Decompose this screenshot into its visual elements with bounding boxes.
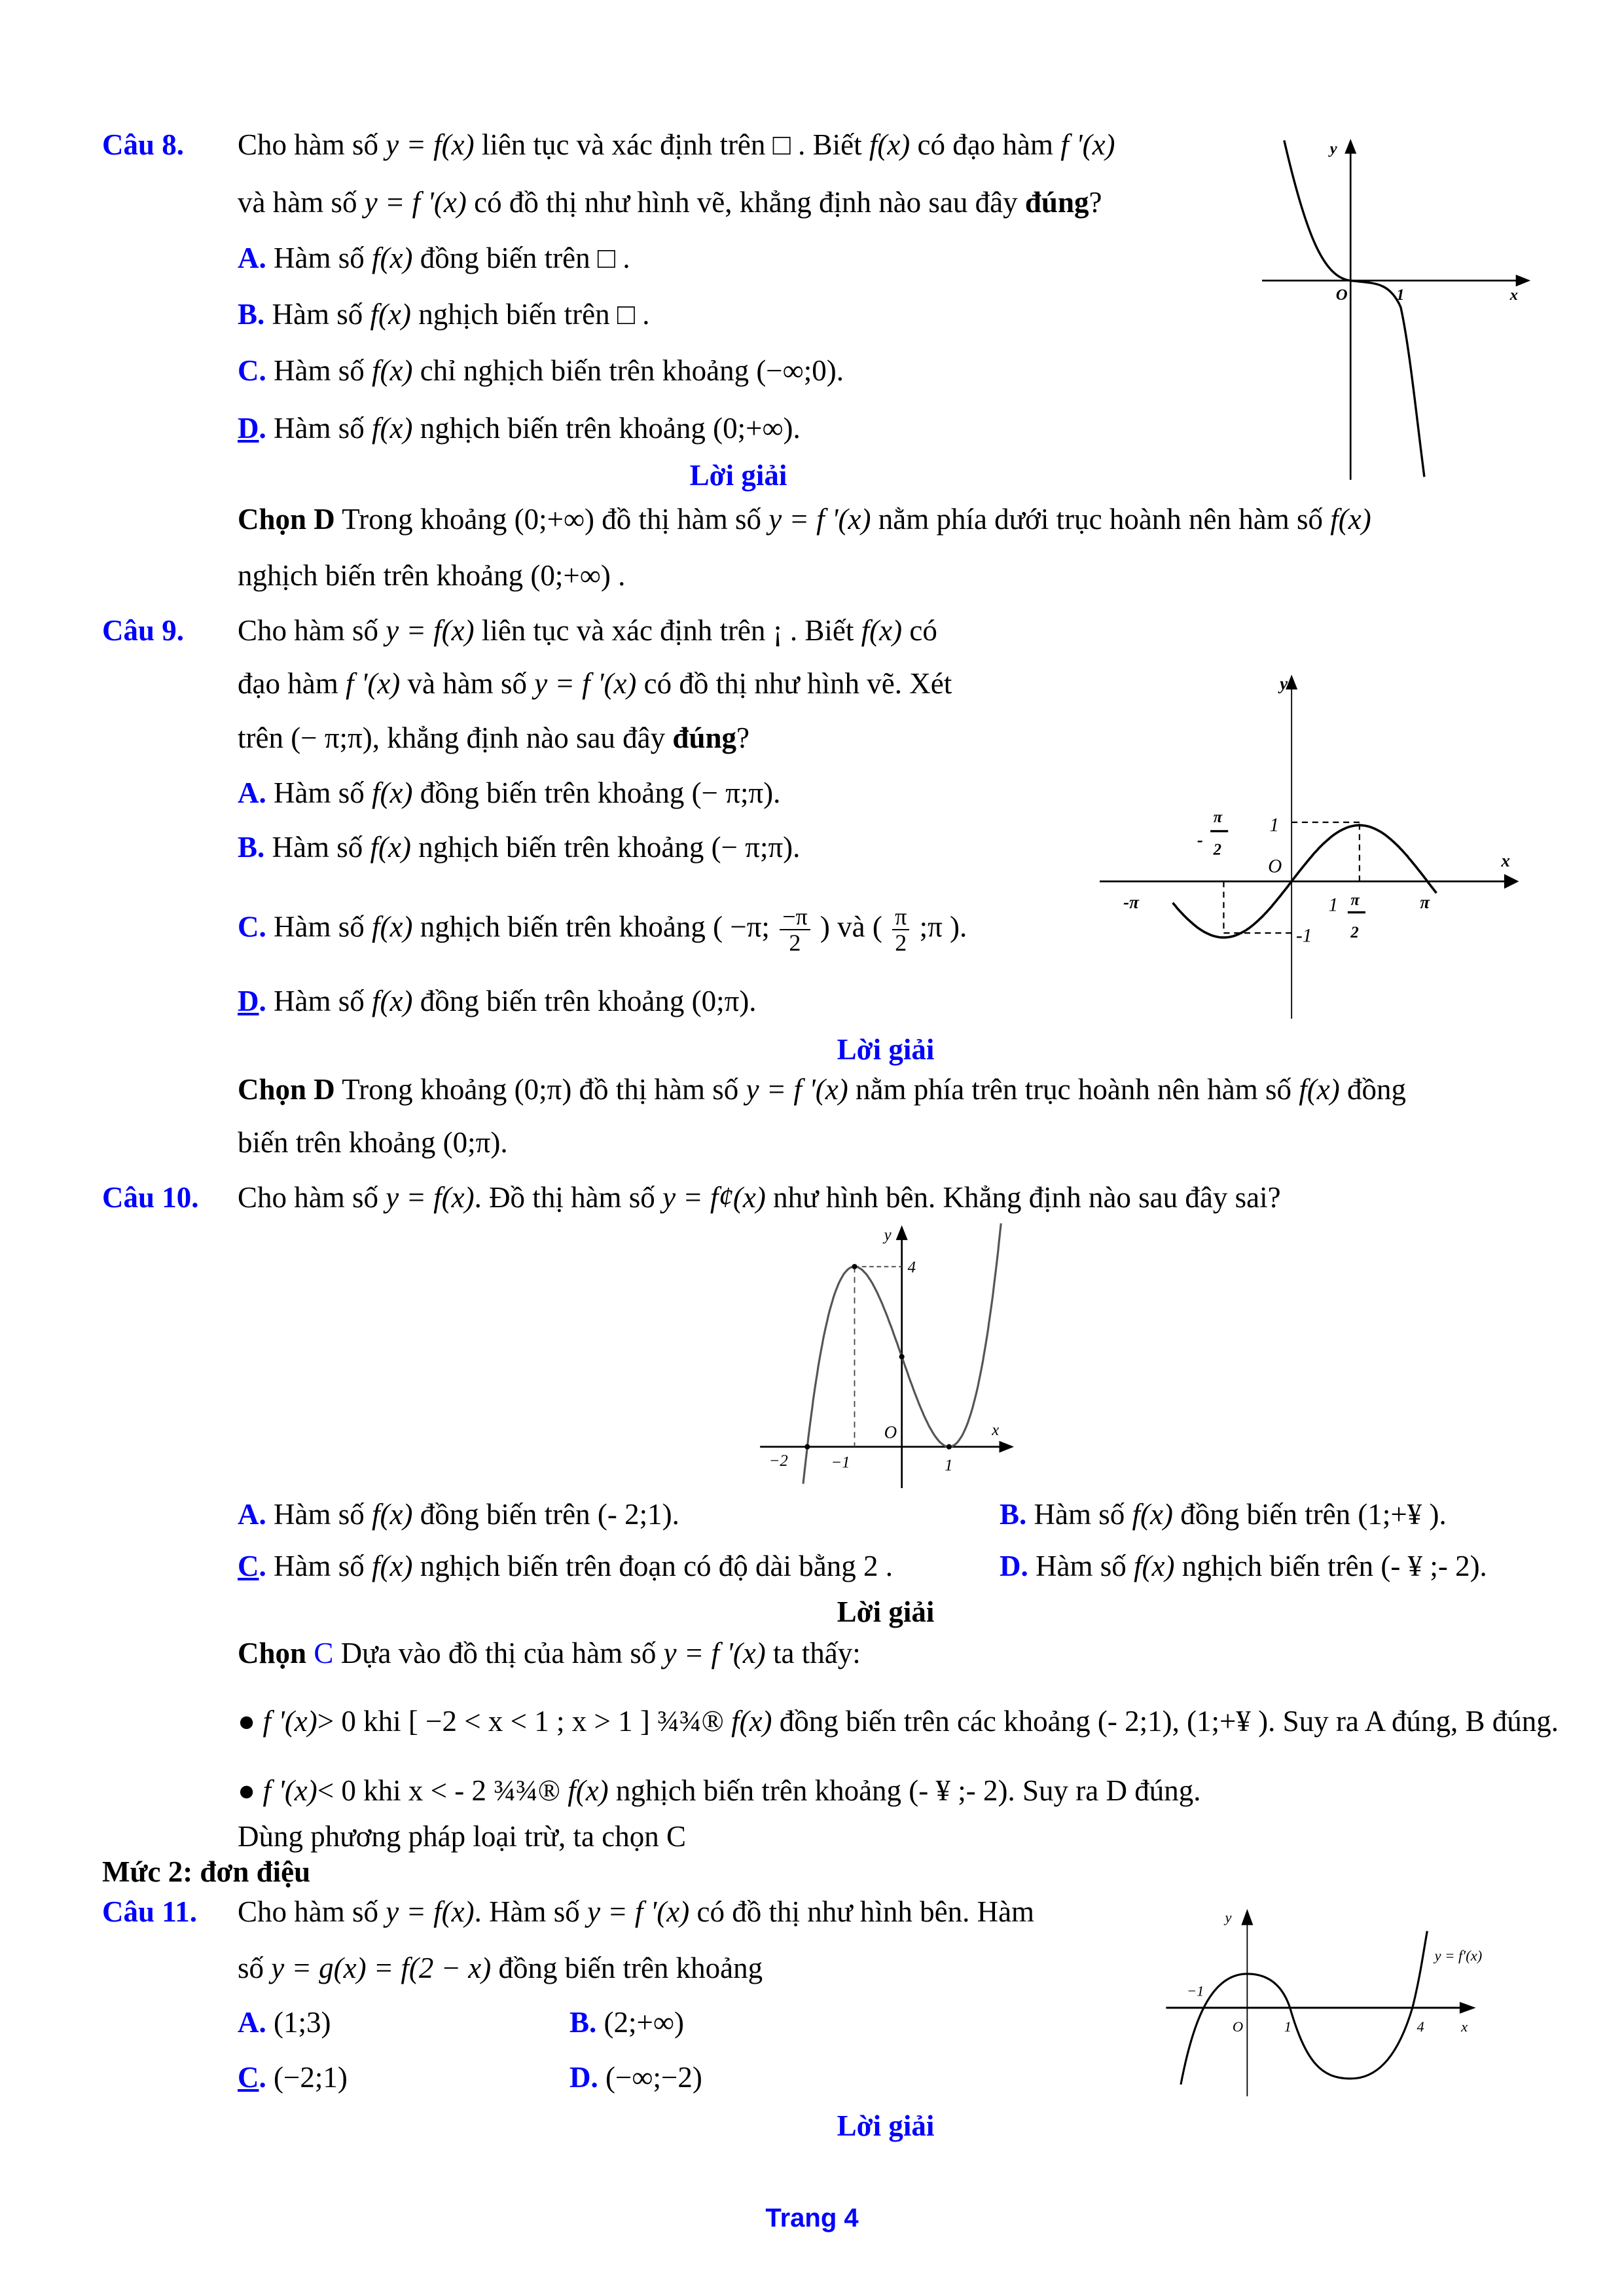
math-expression: f(x) xyxy=(1299,1073,1340,1106)
y-label: y xyxy=(1225,1909,1232,1926)
text-segment: Cho hàm số xyxy=(238,1181,386,1214)
option-text: nghịch biến trên khoảng ( −π; xyxy=(412,910,778,943)
question-11-option-d xyxy=(569,2058,702,2097)
point xyxy=(947,1444,952,1449)
text-segment: đồng xyxy=(1339,1073,1406,1106)
text-segment: nghịch biến trên khoảng (0;+∞). xyxy=(412,412,801,445)
page-number: Trang 4 xyxy=(765,2204,859,2232)
math-expression: y = f '(x) xyxy=(746,1073,848,1106)
question-8-label: Câu 8. xyxy=(102,128,185,161)
text-segment: liên tục và xác định trên □ . Biết xyxy=(474,128,869,161)
question-10-solution-bullet xyxy=(238,1702,1559,1741)
text-segment: Hàm số xyxy=(266,354,372,387)
math-expression: f(x) xyxy=(370,298,411,331)
math-expression: f(x) xyxy=(1134,1550,1175,1582)
text-segment: Hàm số xyxy=(266,776,372,809)
text-segment: có xyxy=(902,614,937,647)
question-9-stem xyxy=(238,718,749,757)
math-expression: f(x) xyxy=(370,831,411,864)
option-letter: A. xyxy=(238,776,266,809)
option-letter: . xyxy=(259,2061,266,2094)
question-9-option-a xyxy=(238,773,780,812)
denominator: 2 xyxy=(895,930,907,956)
origin-label: O xyxy=(1268,856,1282,877)
x-axis-arrow-icon xyxy=(1000,1441,1015,1453)
math-expression: y = f(x) xyxy=(386,614,475,647)
option-text: ;π ). xyxy=(912,910,967,943)
option-text: Hàm số xyxy=(266,910,372,943)
text-segment: > 0 khi [ −2 < x < 1 ; x > 1 ] ¾¾® xyxy=(317,1705,732,1738)
text-segment: chỉ nghịch biến trên khoảng (−∞;0). xyxy=(412,354,844,387)
text-segment: Hàm số xyxy=(1026,1498,1132,1531)
math: f(x) xyxy=(372,910,413,943)
text-segment: ? xyxy=(1089,186,1102,219)
text-segment: (2;+∞) xyxy=(596,2006,684,2039)
text-segment: có đồ thị như hình vẽ, khẳng định nào sau đây xyxy=(466,186,1025,219)
math-expression: f '(x) xyxy=(262,1774,317,1807)
question-9-label: Câu 9. xyxy=(102,614,185,647)
text-segment: như hình bên. Khẳng định nào sau đây sai? xyxy=(765,1181,1281,1214)
text-segment: . Hàm số xyxy=(474,1895,588,1928)
text-segment: đúng xyxy=(672,721,737,754)
text-segment: nghịch biến trên (- ¥ ;- 2). xyxy=(1174,1550,1487,1582)
tick-1-label: 1 xyxy=(945,1456,953,1474)
y-label: y xyxy=(1329,139,1337,158)
tick-4-label: 4 xyxy=(1416,2018,1424,2035)
question-9-stem xyxy=(238,611,937,650)
text-segment: (−2;1) xyxy=(266,2061,348,2094)
question-8-option-c xyxy=(238,351,844,390)
question-9-option-b xyxy=(238,828,800,867)
minus-pi-label: -π xyxy=(1123,892,1139,912)
text-segment: . Đồ thị hàm số xyxy=(474,1181,663,1214)
text-segment: trên (− π;π), khẳng định nào sau đây xyxy=(238,721,673,754)
question-11-option-b xyxy=(569,2003,684,2042)
text-segment: Hàm số xyxy=(266,1498,372,1531)
question-9-option-d xyxy=(238,981,757,1021)
text-segment: Dùng phương pháp loại trừ, ta chọn C xyxy=(238,1820,686,1853)
question-10-graph xyxy=(760,1222,1019,1488)
minus-sign: - xyxy=(1197,830,1203,850)
curve-label: y = f′(x) xyxy=(1434,1947,1483,1964)
y-axis-arrow-icon xyxy=(1344,139,1356,154)
tick-1b-label: 1 xyxy=(1328,894,1339,916)
text-segment: đồng biến trên khoảng (− π;π). xyxy=(412,776,781,809)
x-label: x xyxy=(992,1421,1000,1439)
text-segment: nghịch biến trên khoảng (− π;π). xyxy=(410,831,801,864)
x-label: x xyxy=(1501,850,1510,871)
text-segment: Chọn D xyxy=(238,1073,335,1106)
origin-label: O xyxy=(1335,285,1348,304)
pi-half-num: π xyxy=(1350,891,1360,909)
question-8-solution-title: Lời giải xyxy=(689,459,787,492)
pi-half-den: 2 xyxy=(1350,923,1359,941)
math-expression: f(x) xyxy=(372,1498,413,1531)
question-8-option-d xyxy=(238,409,801,448)
option-letter: . xyxy=(259,985,266,1017)
text-segment: biến trên khoảng (0;π). xyxy=(238,1126,508,1159)
fraction xyxy=(892,904,909,955)
question-8-option-a xyxy=(238,238,630,278)
option-letter: B. xyxy=(1000,1498,1027,1531)
math-expression: y = f '(x) xyxy=(663,1637,766,1669)
option-letter: A. xyxy=(238,1498,266,1531)
tick-minus-2-label: −2 xyxy=(768,1452,788,1470)
option-letter: D. xyxy=(569,2061,598,2094)
math-expression: y = f '(x) xyxy=(587,1895,690,1928)
text-segment: có đạo hàm xyxy=(910,128,1061,161)
math-expression: y = f(x) xyxy=(386,1181,475,1214)
text-segment: ● xyxy=(238,1774,263,1807)
option-letter: A. xyxy=(238,242,266,274)
text-segment: nằm phía dưới trục hoành nên hàm số xyxy=(871,503,1331,536)
x-axis-arrow-icon xyxy=(1460,2002,1476,2014)
text-segment: Hàm số xyxy=(266,1550,372,1582)
option-letter: C. xyxy=(238,910,266,943)
point xyxy=(804,1444,810,1449)
origin-label: O xyxy=(884,1422,897,1442)
text-segment: đồng biến trên các khoảng (- 2;1), (1;+¥ ). Suy ra A đúng, B đúng. xyxy=(772,1705,1559,1738)
x-axis-arrow-icon xyxy=(1516,275,1531,287)
text-segment: Hàm số xyxy=(266,985,372,1017)
question-8-solution xyxy=(238,556,625,595)
text-segment: và hàm số xyxy=(238,186,365,219)
option-letter: . xyxy=(259,412,266,445)
math-expression: y = f '(x) xyxy=(768,503,871,536)
question-10-option-b xyxy=(1000,1495,1447,1534)
tick-1-label: 1 xyxy=(1284,2018,1291,2035)
question-11-stem xyxy=(238,1892,1034,1931)
text-segment: Hàm số xyxy=(264,298,370,331)
option-letter: D xyxy=(238,985,259,1017)
text-segment: đồng biến trên □ . xyxy=(412,242,630,274)
math-expression: f(x) xyxy=(568,1774,609,1807)
text-segment: có đồ thị như hình vẽ. Xét xyxy=(636,667,952,700)
point xyxy=(899,1354,905,1359)
text-segment: Cho hàm số xyxy=(238,614,386,647)
question-10-solution xyxy=(238,1633,861,1673)
text-segment: Trong khoảng (0;π) đồ thị hàm số xyxy=(334,1073,746,1106)
math-expression: y = f '(x) xyxy=(364,186,467,219)
tick-1-label: 1 xyxy=(1269,814,1280,836)
math-expression: f(x) xyxy=(372,776,413,809)
question-10-label: Câu 10. xyxy=(102,1181,199,1214)
y-axis-arrow-icon xyxy=(896,1226,908,1241)
question-8-stem xyxy=(238,125,1115,164)
option-letter: B. xyxy=(238,831,265,864)
option-letter: C xyxy=(238,2061,259,2094)
question-11-option-a xyxy=(238,2003,331,2042)
text-segment: và hàm số xyxy=(400,667,535,700)
tick-4-label: 4 xyxy=(907,1258,916,1277)
x-label: x xyxy=(1509,285,1519,304)
question-10-option-a xyxy=(238,1495,679,1534)
section-heading: Mức 2: đơn điệu xyxy=(102,1855,311,1888)
math-expression: f(x) xyxy=(731,1705,772,1738)
math-expression: y = f '(x) xyxy=(534,667,637,700)
question-11-label: Câu 11. xyxy=(102,1895,198,1928)
text-segment: ? xyxy=(736,721,749,754)
option-letter: C. xyxy=(238,354,266,387)
math-expression: f(x) xyxy=(869,128,911,161)
math-expression: f '(x) xyxy=(1060,128,1115,161)
numerator: −π xyxy=(780,904,810,930)
minus-pi-half-den: 2 xyxy=(1213,841,1222,859)
option-letter: C xyxy=(238,1550,259,1582)
tick-minus-1-label: -1 xyxy=(1295,925,1312,947)
numerator: π xyxy=(892,904,909,930)
point xyxy=(852,1264,857,1269)
question-10-stem xyxy=(238,1178,1281,1217)
question-11-stem xyxy=(238,1948,763,1988)
question-10-solution-title: Lời giải xyxy=(837,1595,935,1628)
question-8-option-b xyxy=(238,295,650,334)
text-segment: Chọn xyxy=(238,1637,314,1669)
math-expression: f(x) xyxy=(1132,1498,1173,1531)
text-segment: liên tục và xác định trên ¡ . Biết xyxy=(474,614,861,647)
question-8-stem xyxy=(238,183,1102,222)
text-segment: Hàm số xyxy=(264,831,370,864)
question-9-solution-title: Lời giải xyxy=(837,1033,935,1066)
tick-minus-1-label: −1 xyxy=(831,1453,850,1472)
option-letter: A. xyxy=(238,2006,266,2039)
math-expression: f '(x) xyxy=(262,1705,317,1738)
question-10-solution xyxy=(238,1817,686,1856)
question-9-solution xyxy=(238,1123,508,1162)
option-letter: D xyxy=(238,412,259,445)
text-segment: ta thấy: xyxy=(765,1637,861,1669)
option-text: ) và ( xyxy=(812,910,890,943)
question-9-solution xyxy=(238,1070,1406,1109)
question-9-option-c xyxy=(238,904,967,955)
text-segment: đạo hàm xyxy=(238,667,346,700)
tick-minus-1-label: −1 xyxy=(1186,1982,1204,1999)
text-segment: Trong khoảng (0;+∞) đồ thị hàm số xyxy=(334,503,769,536)
math-expression: f(x) xyxy=(372,1550,413,1582)
question-10-option-c xyxy=(238,1546,893,1586)
text-segment: Cho hàm số xyxy=(238,128,386,161)
math-expression: f(x) xyxy=(1330,503,1371,536)
y-label: y xyxy=(884,1226,892,1245)
math-expression: f(x) xyxy=(372,412,413,445)
x-label: x xyxy=(1461,2018,1468,2035)
math-expression: y = f(x) xyxy=(386,1895,475,1928)
pi-label: π xyxy=(1420,892,1430,912)
math-expression: y = f(x) xyxy=(386,128,475,161)
option-letter: . xyxy=(259,1550,266,1582)
math-expression: y = f¢(x) xyxy=(662,1181,766,1214)
question-11-graph xyxy=(1166,1904,1528,2096)
y-axis-arrow-icon xyxy=(1241,1909,1253,1925)
text-segment: đồng biến trên (1;+¥ ). xyxy=(1172,1498,1447,1531)
x-axis-arrow-icon xyxy=(1504,874,1519,889)
question-9-graph xyxy=(1100,672,1528,1019)
question-10-option-d xyxy=(1000,1546,1487,1586)
math-expression: f(x) xyxy=(372,242,413,274)
text-segment: nghịch biến trên đoạn có độ dài bằng 2 . xyxy=(412,1550,893,1582)
text-segment: nằm phía trên trục hoành nên hàm số xyxy=(848,1073,1299,1106)
text-segment: nghịch biến trên khoảng (- ¥ ;- 2). Suy ra D đúng. xyxy=(608,1774,1201,1807)
question-8-graph xyxy=(1262,133,1535,480)
text-segment: < 0 khi x < - 2 ¾¾® xyxy=(317,1774,568,1807)
text-segment: (1;3) xyxy=(266,2006,331,2039)
fraction xyxy=(780,904,810,955)
text-segment: đồng biến trên khoảng (0;π). xyxy=(412,985,757,1017)
tick-1-label: 1 xyxy=(1396,285,1405,304)
text-segment: Hàm số xyxy=(1028,1550,1134,1582)
denominator: 2 xyxy=(789,930,801,956)
question-9-stem xyxy=(238,664,952,703)
text-segment: C xyxy=(314,1637,334,1669)
option-letter: D. xyxy=(1000,1550,1028,1582)
text-segment: nghịch biến trên □ . xyxy=(410,298,650,331)
minus-pi-half-num: π xyxy=(1213,809,1223,827)
question-11-solution-title: Lời giải xyxy=(837,2109,935,2142)
origin-label: O xyxy=(1232,2018,1244,2035)
text-segment: ● xyxy=(238,1705,263,1738)
option-letter: B. xyxy=(569,2006,597,2039)
text-segment: Chọn D xyxy=(238,503,335,536)
text-segment: nghịch biến trên khoảng (0;+∞) . xyxy=(238,559,626,592)
text-segment: số xyxy=(238,1952,272,1984)
derivative-curve xyxy=(1284,140,1424,477)
text-segment: đúng xyxy=(1024,186,1089,219)
math-expression: f(x) xyxy=(372,354,413,387)
math-expression: f(x) xyxy=(372,985,413,1017)
question-8-solution xyxy=(238,500,1371,539)
text-segment: Hàm số xyxy=(266,412,372,445)
y-label: y xyxy=(1280,674,1288,694)
math-expression: f '(x) xyxy=(345,667,401,700)
text-segment: Cho hàm số xyxy=(238,1895,386,1928)
text-segment: Hàm số xyxy=(266,242,372,274)
text-segment: Dựa vào đồ thị của hàm số xyxy=(333,1637,664,1669)
text-segment: có đồ thị như hình bên. Hàm xyxy=(689,1895,1035,1928)
text-segment: đồng biến trên khoảng xyxy=(491,1952,763,1984)
math-expression: y = g(x) = f(2 − x) xyxy=(271,1952,492,1984)
text-segment: (−∞;−2) xyxy=(598,2061,702,2094)
text-segment: đồng biến trên (- 2;1). xyxy=(412,1498,679,1531)
math-expression: f(x) xyxy=(861,614,903,647)
question-10-solution-bullet xyxy=(238,1771,1200,1810)
option-letter: B. xyxy=(238,298,265,331)
question-11-option-c xyxy=(238,2058,348,2097)
